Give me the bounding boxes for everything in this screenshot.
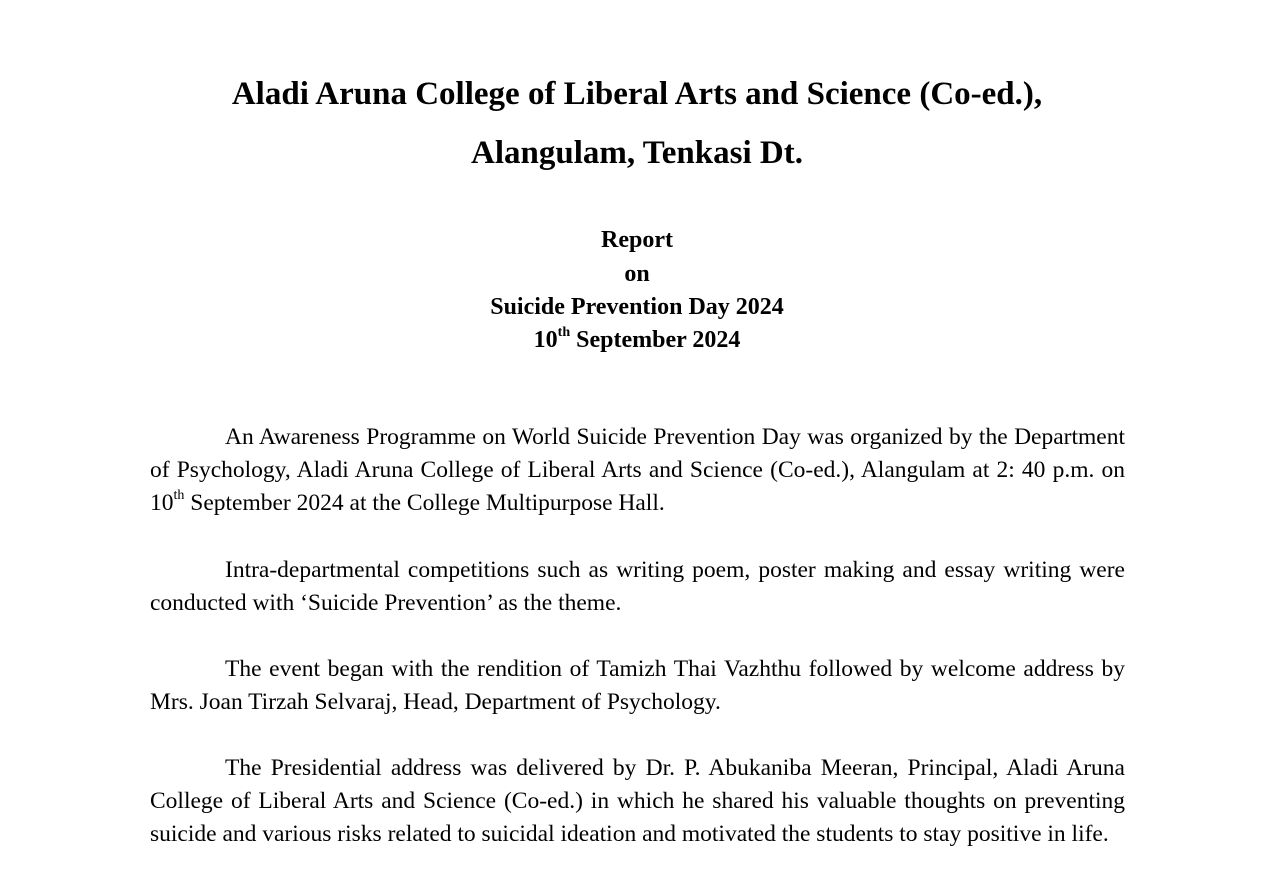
report-date [0, 325, 1274, 355]
paragraph-competitions: Intra-departmental competitions such as writing poem, poster making and essay writing were conducted with ‘Suicide Prevention’ as the theme. [150, 557, 1125, 616]
paragraph-event-start: The event began with the rendition of Tamizh Thai Vazhthu followed by welcome address by Mrs. Joan Tirzah Selvaraj, Head, Department of Psychology. [150, 656, 1125, 715]
report-date-rest: September 2024 [570, 327, 741, 353]
paragraph-introduction-text: An Awareness Programme on World Suicide Prevention Day was organized by the Department of Psychology, Aladi Aruna College of Liberal Arts and Science (Co-ed.), Alangulam at 2: 40 p.m. on 10 [150, 424, 1125, 516]
report-date-suffix: th [557, 325, 571, 340]
report-date-day: 10 [533, 327, 558, 353]
college-name-heading: Aladi Aruna College of Liberal Arts and Science (Co-ed.), [231, 76, 1043, 112]
paragraph-introduction [150, 421, 1125, 520]
paragraph-introduction-text-end: September 2024 at the College Multipurpose Hall. [184, 490, 665, 516]
college-location-heading: Alangulam, Tenkasi Dt. [471, 135, 803, 171]
report-on-label: on [624, 261, 650, 287]
paragraph-introduction-date-suffix: th [173, 488, 185, 504]
paragraph-presidential-address: The Presidential address was delivered by Dr. P. Abukaniba Meeran, Principal, Aladi Aruna College of Liberal Arts and Science (Co-ed.) in which he shared his valuable thoughts on preventing suicide and various risks related to suicidal ideation and motivated the students to stay positive in life. [150, 755, 1125, 847]
report-event-name: Suicide Prevention Day 2024 [490, 294, 784, 320]
report-title: Report [601, 227, 673, 253]
